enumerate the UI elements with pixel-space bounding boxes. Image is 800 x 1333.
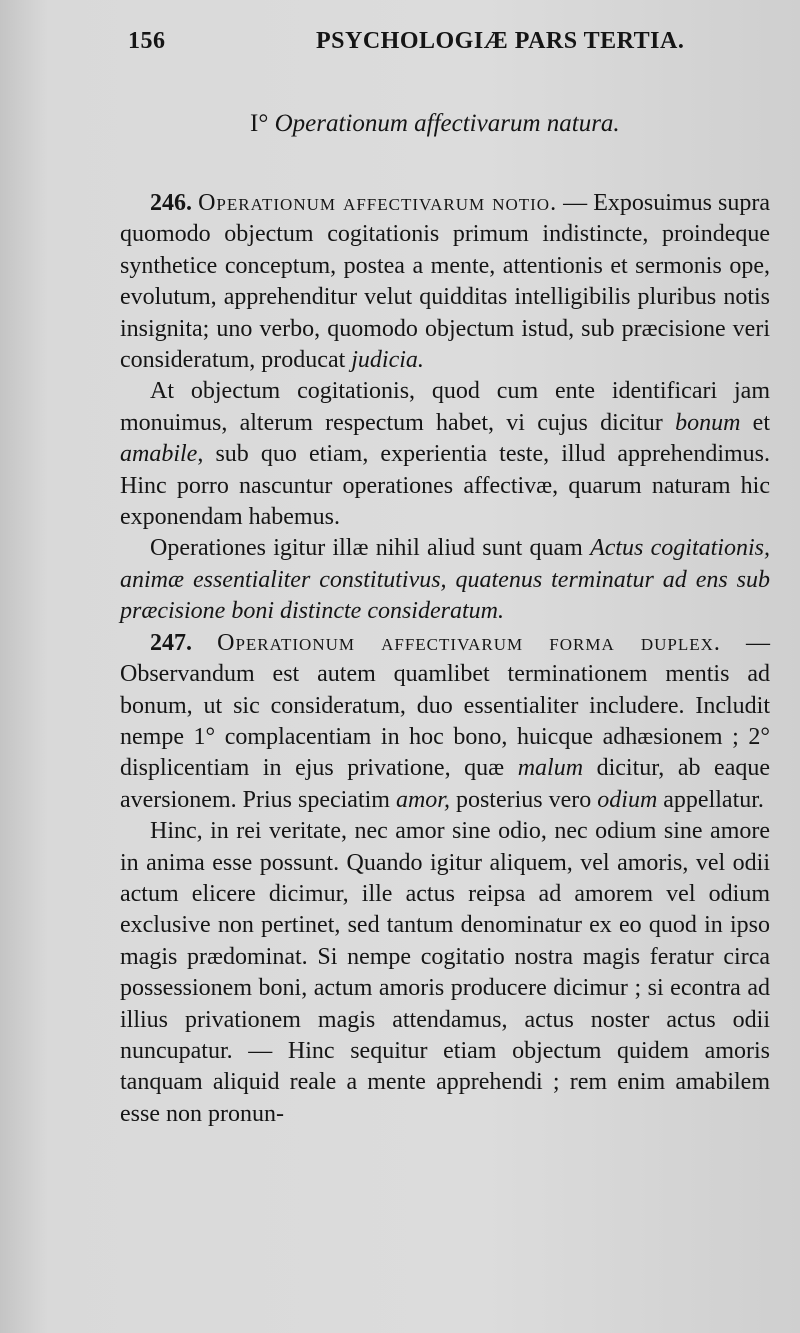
- paragraph-text: Operationes igitur illæ nihil aliud sunt quam: [150, 535, 591, 562]
- italic-term: judicia.: [351, 347, 424, 374]
- definition-text: Actus cogitationis, animæ essentialiter constitutivus, quatenus terminatur ad ens sub præcisione boni distincte consideratum.: [120, 535, 770, 625]
- body-text: [120, 188, 770, 1130]
- article-dash: —: [720, 629, 770, 656]
- paragraph-text: At objectum cogitationis, quod cum ente identificari jam monuimus, alterum respectum habet, vi cujus dicitur: [120, 378, 770, 436]
- paragraph-text: et: [740, 409, 771, 436]
- page-number: 156: [128, 28, 166, 54]
- article-title: Operationum affectivarum forma duplex.: [217, 629, 721, 656]
- italic-term: malum: [517, 755, 584, 782]
- running-head: PSYCHOLOGIÆ PARS TERTIA.: [316, 28, 685, 54]
- paragraph-text: dicitur, ab eaque aversionem. Prius speciatim: [120, 755, 770, 813]
- paragraph-text: Exposuimus supra quomodo objectum cogitationis primum indistincte, proindeque synthetice conceptum, postea a mente, attentionis et sermonis ope, evolutum, apprehenditur velut quidditas intelligibilis pluribus notis insignita; uno verbo, quomodo objectum istud, sub præcisione veri consideratum, producat: [120, 190, 771, 374]
- article-247-paragraph-2: Hinc, in rei veritate, nec amor sine odio, nec odium sine amore in anima esse possunt. Quando igitur aliquem, vel amoris, vel odii actum elicere dicimur, ille actus reipsa ad amorem vel odium exclusive non pertinet, sed tantum denominatur ex eo quod in ipso magis prædominat. Si nempe cogitatio nostra magis feratur circa possessionem boni, actum amoris producere dicimur ; si econtra ad illius privationem magis attendamus, actus noster actus odii nuncupatur. — Hinc sequitur etiam objectum quidem amoris tanquam aliquid reale a mente apprehendi ; rem enim amabilem esse non pronun-: [120, 818, 770, 1127]
- italic-term: amor,: [395, 786, 450, 813]
- article-246-paragraph-1: [120, 188, 770, 376]
- article-number: 246.: [150, 190, 192, 216]
- article-246-paragraph-2: [120, 376, 770, 533]
- italic-term: amabile: [120, 441, 198, 468]
- italic-term: bonum: [675, 409, 741, 436]
- section-number: I°: [250, 110, 269, 137]
- italic-term: odium: [597, 786, 658, 813]
- article-dash: —: [557, 190, 594, 216]
- paragraph-text: appellatur.: [657, 786, 764, 813]
- article-247-paragraph-1: [120, 628, 770, 816]
- article-number: 247.: [150, 629, 192, 656]
- section-heading: [250, 110, 710, 138]
- section-title: Operationum affectivarum natura.: [274, 110, 620, 137]
- article-title: Operationum affectivarum notio.: [198, 190, 558, 216]
- paragraph-text: Observandum est autem quamlibet terminationem mentis ad bonum, ut sic consideratum, duo essentialiter includere. Includit nempe 1° complacentiam in hoc bono, huicque adhæsionem ; 2° displicentiam in ejus privatione, quæ: [120, 661, 770, 782]
- paragraph-text: , sub quo etiam, experientia teste, illud apprehendimus. Hinc porro nascuntur operationes affectivæ, quarum naturam hic exponendam habemus.: [120, 441, 770, 531]
- page-header: [128, 28, 760, 68]
- paragraph-text: posterius vero: [449, 786, 598, 813]
- article-246-paragraph-3: [120, 533, 770, 627]
